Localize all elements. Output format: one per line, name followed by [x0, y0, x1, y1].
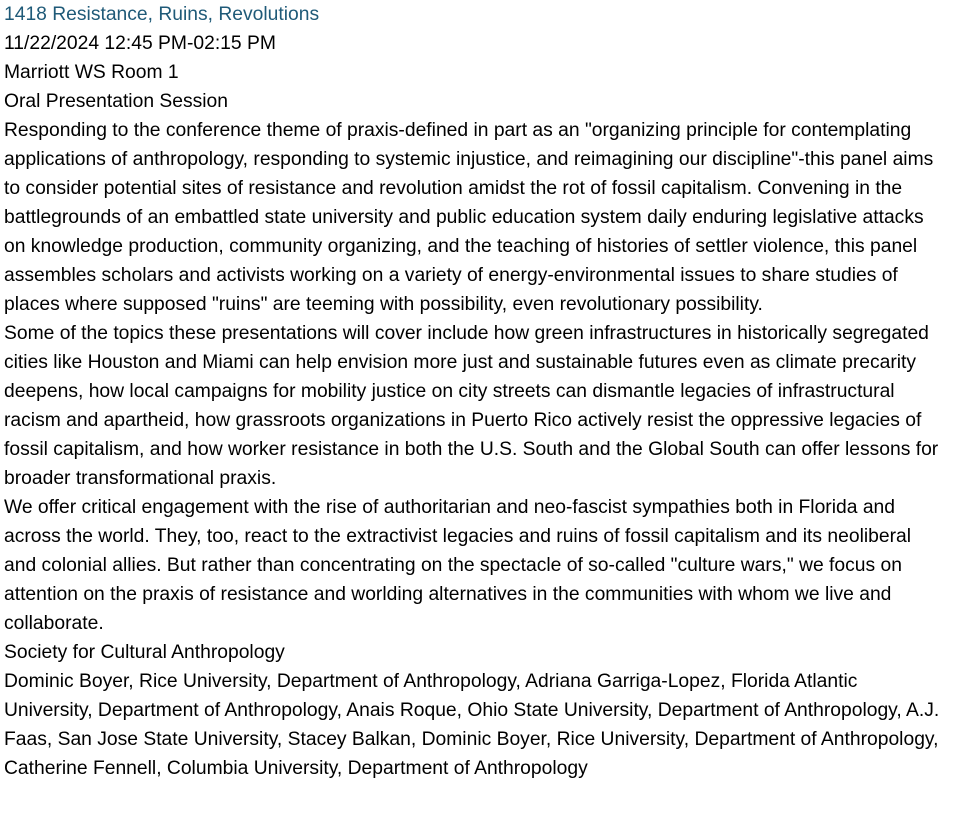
- session-datetime: 11/22/2024 12:45 PM-02:15 PM: [4, 33, 276, 54]
- abstract-paragraph-1: Responding to the conference theme of praxis-defined in part as an "organizing principle for contemplating applications of anthropology, responding to systemic injustice, and reimagining our discipline"-this panel aims to consider potential sites of resistance and revolution amidst the rot of fossil capitalism. Convening in the battlegrounds of an embattled state university and public education system daily enduring legislative attacks on knowledge production, community organizing, and the teaching of histories of settler violence, this panel assembles scholars and activists working on a variety of energy-environmental issues to share studies of places where supposed "ruins" are teeming with possibility, even revolutionary possibility.: [4, 120, 934, 315]
- session-title-link[interactable]: 1418 Resistance, Ruins, Revolutions: [4, 4, 320, 25]
- session-sponsor: Society for Cultural Anthropology: [4, 642, 285, 663]
- session-location: Marriott WS Room 1: [4, 62, 179, 83]
- session-participants: Dominic Boyer, Rice University, Department of Anthropology, Adriana Garriga-Lopez, Florida Atlantic University, Department of Anthropology, Anais Roque, Ohio State University, Department of Anthropology, A.J. Faas, San Jose State University, Stacey Balkan, Dominic Boyer, Rice University, Department of Anthropology, Catherine Fennell, Columbia University, Department of Anthropology: [4, 671, 940, 779]
- abstract-paragraph-2: Some of the topics these presentations will cover include how green infrastructures in historically segregated cities like Houston and Miami can help envision more just and sustainable futures even as climate precarity deepens, how local campaigns for mobility justice on city streets can dismantle legacies of infrastructural racism and apartheid, how grassroots organizations in Puerto Rico actively resist the oppressive legacies of fossil capitalism, and how worker resistance in both the U.S. South and the Global South can offer lessons for broader transformational praxis.: [4, 323, 939, 489]
- abstract-paragraph-3: We offer critical engagement with the rise of authoritarian and neo-fascist sympathies both in Florida and across the world. They, too, react to the extractivist legacies and ruins of fossil capitalism and its neoliberal and colonial allies. But rather than concentrating on the spectacle of so-called "culture wars," we focus on attention on the praxis of resistance and worlding alternatives in the communities with whom we live and collaborate.: [4, 497, 912, 634]
- session-type: Oral Presentation Session: [4, 91, 228, 112]
